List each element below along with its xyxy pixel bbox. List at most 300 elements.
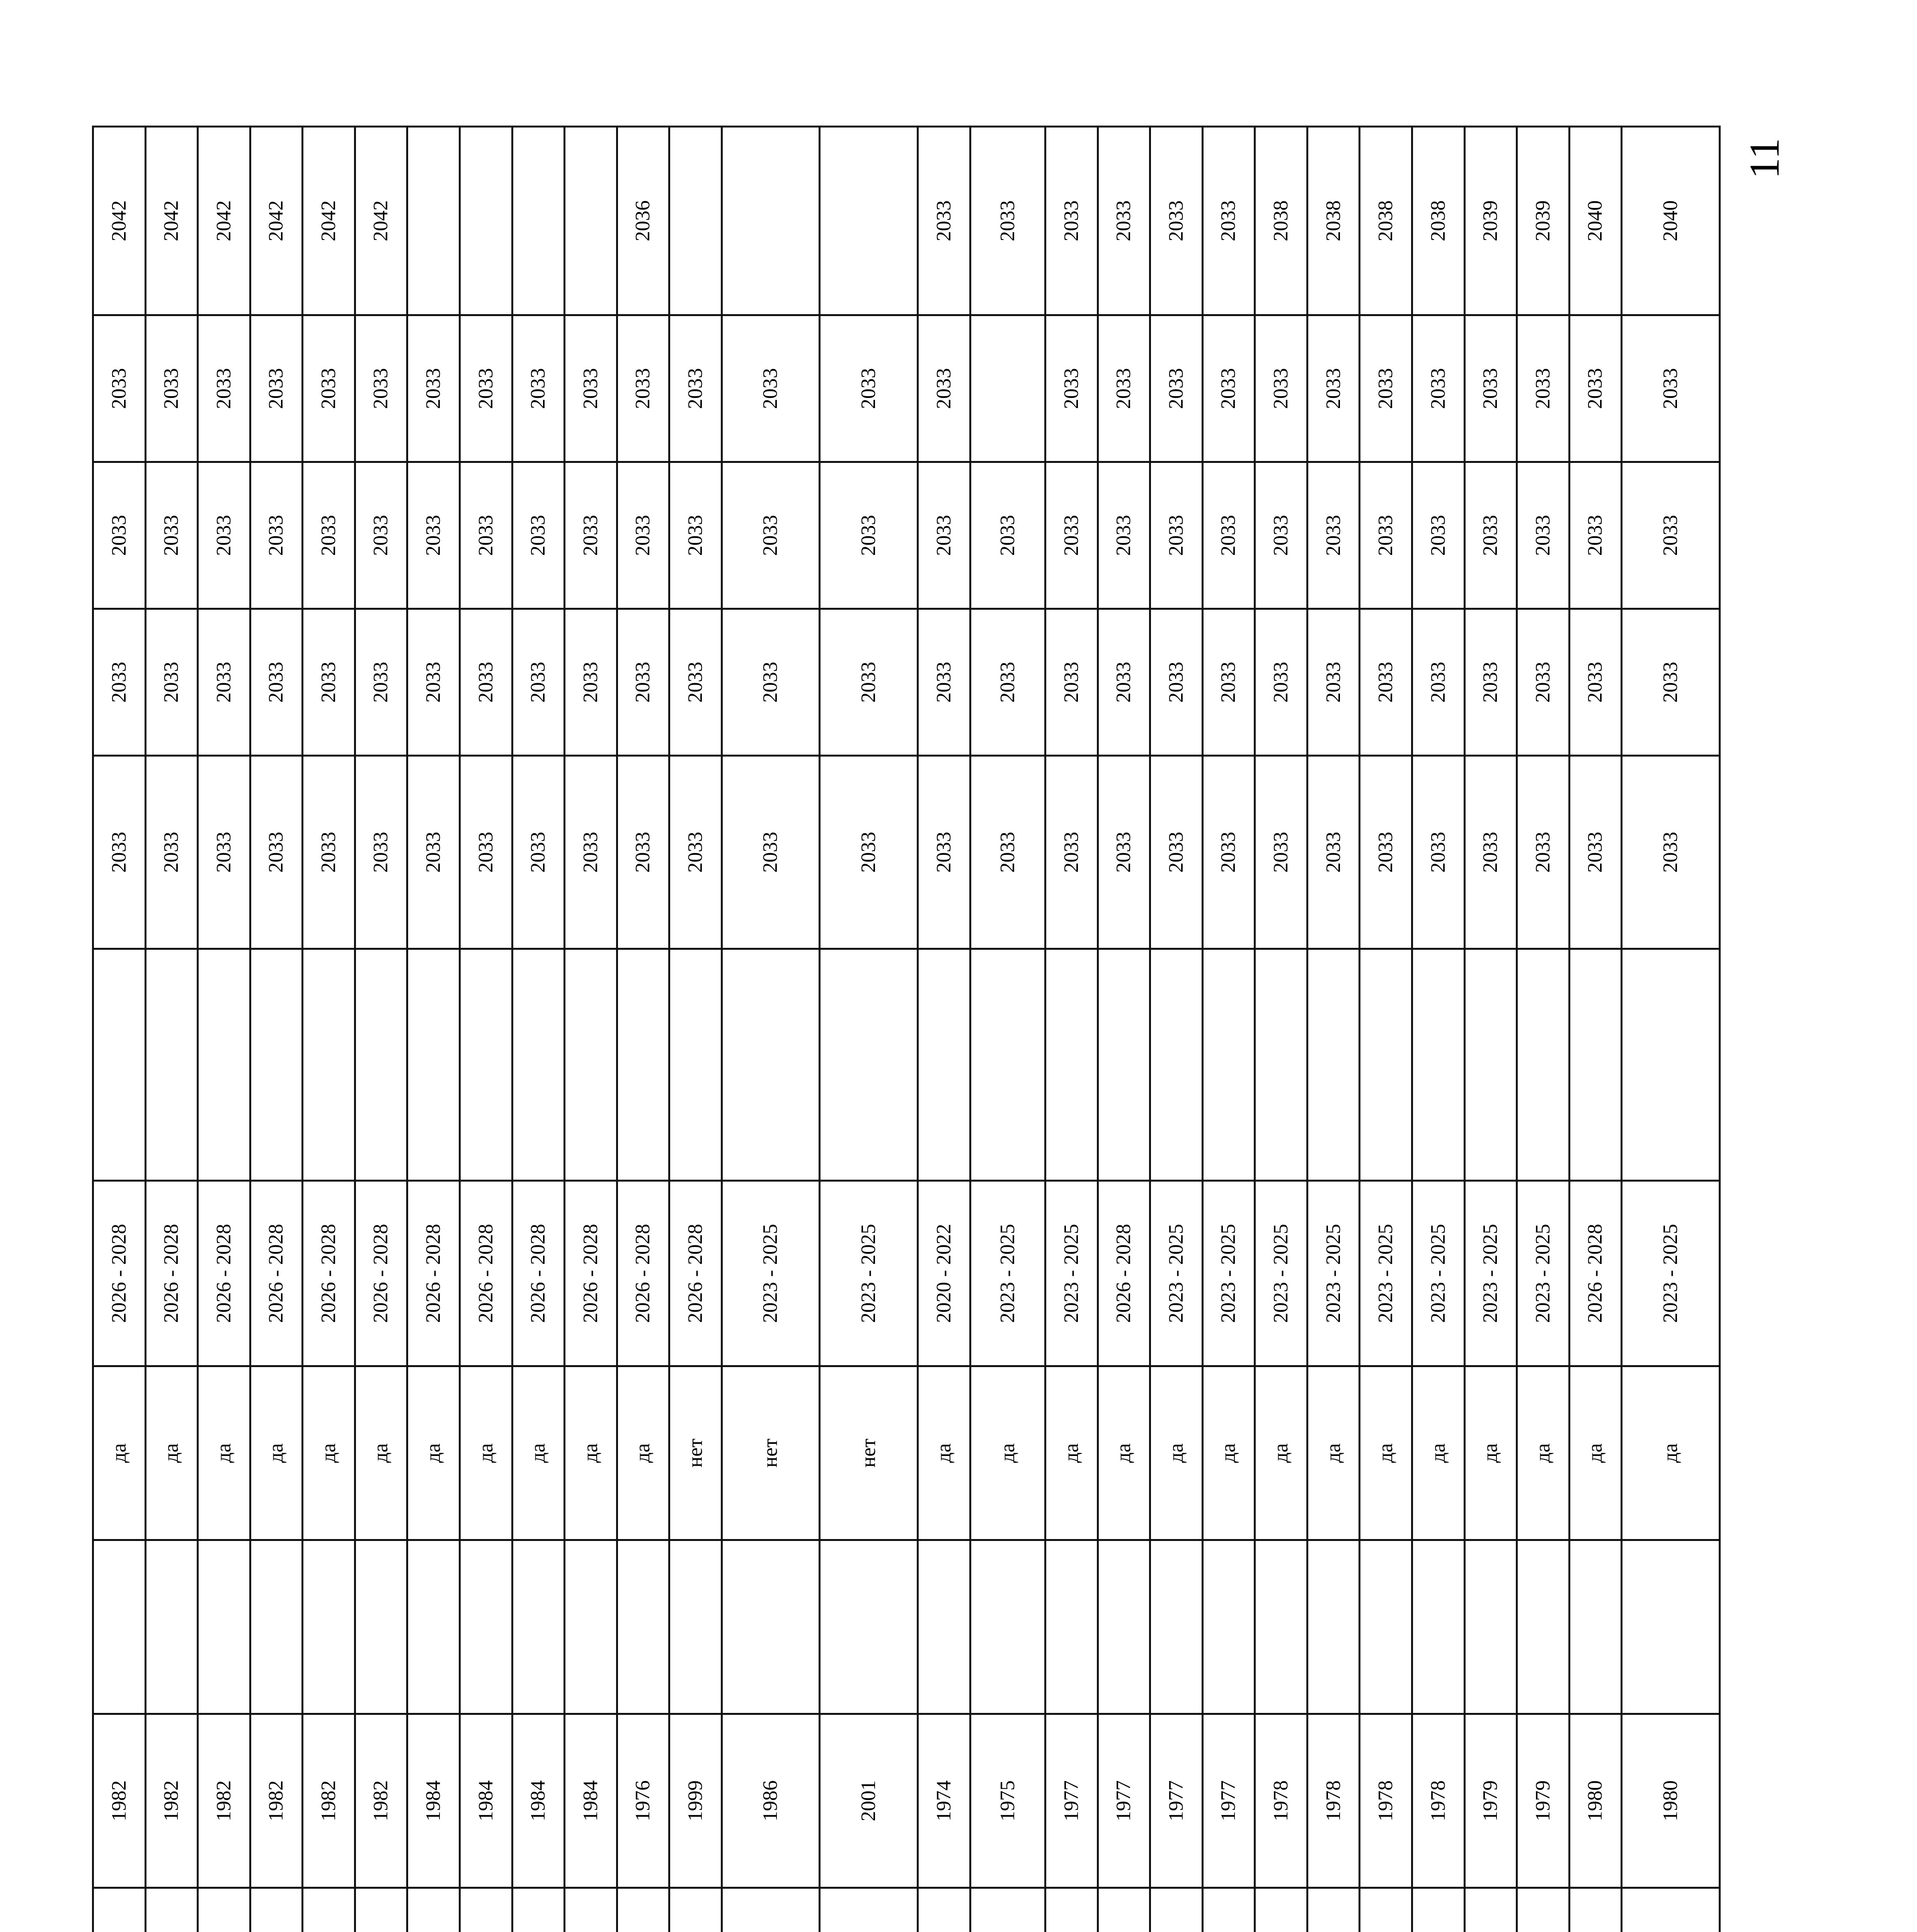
year-2-cell: 2033: [198, 609, 250, 756]
year-3-cell: 2033: [1517, 462, 1570, 609]
year-built-cell: 1978: [1360, 1714, 1412, 1888]
year-5-cell: 2033: [1150, 127, 1203, 315]
column-6-cell: [1622, 1540, 1720, 1714]
year-5-cell: 2033: [1098, 127, 1150, 315]
column-9-cell: [355, 949, 407, 1181]
area-cell: [407, 1888, 460, 1932]
year-3-cell: 2033: [1045, 462, 1098, 609]
area-cell: [722, 1888, 820, 1932]
year-3-cell: 2033: [1307, 462, 1360, 609]
flag-cell: да: [355, 1366, 407, 1540]
year-built-cell: 2001: [820, 1714, 918, 1888]
year-4-cell: 2033: [565, 315, 617, 462]
year-1-cell: 2033: [460, 756, 512, 949]
year-1-cell: 2033: [1045, 756, 1098, 949]
year-built-cell: 1982: [93, 1714, 146, 1888]
column-9-cell: [565, 949, 617, 1181]
year-4-cell: [970, 315, 1045, 462]
year-2-cell: 2033: [303, 609, 355, 756]
year-5-cell: 2036: [617, 127, 669, 315]
year-4-cell: 2033: [407, 315, 460, 462]
period-cell: 2023 - 2025: [1622, 1181, 1720, 1366]
year-built-cell: 1978: [1255, 1714, 1308, 1888]
year-3-cell: 2033: [1150, 462, 1203, 609]
flag-cell: да: [1360, 1366, 1412, 1540]
column-9-cell: [970, 949, 1045, 1181]
column-9-cell: [250, 949, 303, 1181]
year-2-cell: 2033: [1360, 609, 1412, 756]
column-6-cell: [1045, 1540, 1098, 1714]
flag-cell: да: [918, 1366, 970, 1540]
year-3-cell: 2033: [1622, 462, 1720, 609]
table-row: [250, 127, 303, 1932]
column-6-cell: [1464, 1540, 1517, 1714]
year-5-cell: [565, 127, 617, 315]
year-2-cell: 2033: [93, 609, 146, 756]
column-9-cell: [722, 949, 820, 1181]
year-3-cell: 2033: [1569, 462, 1622, 609]
period-cell: 2026 - 2028: [1098, 1181, 1150, 1366]
year-3-cell: 2033: [512, 462, 565, 609]
table-row: [820, 127, 918, 1932]
area-cell: [303, 1888, 355, 1932]
year-4-cell: 2033: [722, 315, 820, 462]
table-row: [1255, 127, 1308, 1932]
area-cell: [1202, 1888, 1255, 1932]
column-9-cell: [407, 949, 460, 1181]
column-6-cell: [722, 1540, 820, 1714]
flag-cell: да: [1569, 1366, 1622, 1540]
year-1-cell: 2033: [93, 756, 146, 949]
period-cell: 2026 - 2028: [1569, 1181, 1622, 1366]
housing-table: [92, 126, 1721, 1932]
column-9-cell: [1202, 949, 1255, 1181]
table-row: [669, 127, 722, 1932]
year-built-cell: 1984: [565, 1714, 617, 1888]
year-5-cell: 2042: [93, 127, 146, 315]
year-2-cell: 2033: [1045, 609, 1098, 756]
period-cell: 2023 - 2025: [1202, 1181, 1255, 1366]
area-cell: [1569, 1888, 1622, 1932]
column-9-cell: [1360, 949, 1412, 1181]
column-6-cell: [669, 1540, 722, 1714]
table-row: [1045, 127, 1098, 1932]
column-9-cell: [1307, 949, 1360, 1181]
year-3-cell: 2033: [669, 462, 722, 609]
area-cell: [1622, 1888, 1720, 1932]
column-6-cell: [1307, 1540, 1360, 1714]
year-3-cell: 2033: [918, 462, 970, 609]
year-4-cell: 2033: [1569, 315, 1622, 462]
year-1-cell: 2033: [617, 756, 669, 949]
year-5-cell: [460, 127, 512, 315]
year-built-cell: 1977: [1150, 1714, 1203, 1888]
flag-cell: да: [1464, 1366, 1517, 1540]
period-cell: 2026 - 2028: [93, 1181, 146, 1366]
year-3-cell: 2033: [355, 462, 407, 609]
column-9-cell: [1517, 949, 1570, 1181]
year-built-cell: 1977: [1098, 1714, 1150, 1888]
year-2-cell: 2033: [1622, 609, 1720, 756]
year-1-cell: 2033: [1307, 756, 1360, 949]
flag-cell: да: [512, 1366, 565, 1540]
year-5-cell: 2042: [303, 127, 355, 315]
year-1-cell: 2033: [1360, 756, 1412, 949]
year-built-cell: 1984: [407, 1714, 460, 1888]
year-2-cell: 2033: [145, 609, 198, 756]
area-cell: [1255, 1888, 1308, 1932]
column-6-cell: [93, 1540, 146, 1714]
column-6-cell: [1150, 1540, 1203, 1714]
column-9-cell: [669, 949, 722, 1181]
year-4-cell: 2033: [93, 315, 146, 462]
year-2-cell: 2033: [565, 609, 617, 756]
year-5-cell: [669, 127, 722, 315]
flag-cell: да: [1412, 1366, 1465, 1540]
flag-cell: да: [1045, 1366, 1098, 1540]
year-3-cell: 2033: [303, 462, 355, 609]
year-2-cell: 2033: [250, 609, 303, 756]
table-row: [1412, 127, 1465, 1932]
year-4-cell: 2033: [145, 315, 198, 462]
year-2-cell: 2033: [820, 609, 918, 756]
period-cell: 2026 - 2028: [512, 1181, 565, 1366]
table-row: [1569, 127, 1622, 1932]
area-cell: [617, 1888, 669, 1932]
year-5-cell: [407, 127, 460, 315]
year-5-cell: [512, 127, 565, 315]
year-2-cell: 2033: [1517, 609, 1570, 756]
column-6-cell: [512, 1540, 565, 1714]
area-cell: [198, 1888, 250, 1932]
column-9-cell: [145, 949, 198, 1181]
period-cell: 2023 - 2025: [970, 1181, 1045, 1366]
year-3-cell: 2033: [1412, 462, 1465, 609]
year-2-cell: 2033: [407, 609, 460, 756]
year-3-cell: 2033: [970, 462, 1045, 609]
year-2-cell: 2033: [1255, 609, 1308, 756]
column-6-cell: [407, 1540, 460, 1714]
year-2-cell: 2033: [1307, 609, 1360, 756]
area-cell: [1412, 1888, 1465, 1932]
period-cell: 2026 - 2028: [355, 1181, 407, 1366]
period-cell: 2026 - 2028: [669, 1181, 722, 1366]
year-2-cell: 2033: [1150, 609, 1203, 756]
page-number: 11: [1741, 138, 1788, 179]
year-5-cell: 2033: [1045, 127, 1098, 315]
area-cell: [820, 1888, 918, 1932]
period-cell: 2026 - 2028: [565, 1181, 617, 1366]
year-3-cell: 2033: [1255, 462, 1308, 609]
year-3-cell: 2033: [250, 462, 303, 609]
period-cell: 2023 - 2025: [1045, 1181, 1098, 1366]
year-4-cell: 2033: [1255, 315, 1308, 462]
period-cell: 2023 - 2025: [820, 1181, 918, 1366]
year-built-cell: 1977: [1045, 1714, 1098, 1888]
column-6-cell: [1569, 1540, 1622, 1714]
flag-cell: да: [250, 1366, 303, 1540]
area-cell: [1360, 1888, 1412, 1932]
year-5-cell: 2042: [145, 127, 198, 315]
year-2-cell: 2033: [1098, 609, 1150, 756]
year-1-cell: 2033: [250, 756, 303, 949]
year-4-cell: 2033: [512, 315, 565, 462]
column-9-cell: [1412, 949, 1465, 1181]
column-9-cell: [460, 949, 512, 1181]
column-6-cell: [1360, 1540, 1412, 1714]
column-6-cell: [1517, 1540, 1570, 1714]
column-9-cell: [1150, 949, 1203, 1181]
year-4-cell: 2033: [250, 315, 303, 462]
area-cell: [970, 1888, 1045, 1932]
year-3-cell: 2033: [820, 462, 918, 609]
period-cell: 2023 - 2025: [722, 1181, 820, 1366]
table-row: [1202, 127, 1255, 1932]
table-row: [145, 127, 198, 1932]
period-cell: 2026 - 2028: [198, 1181, 250, 1366]
table-row: [198, 127, 250, 1932]
table-row: [1307, 127, 1360, 1932]
column-9-cell: [198, 949, 250, 1181]
table-row: [93, 127, 146, 1932]
table-row: [970, 127, 1045, 1932]
flag-cell: да: [1150, 1366, 1203, 1540]
year-5-cell: 2039: [1464, 127, 1517, 315]
table-row: [722, 127, 820, 1932]
year-built-cell: 1984: [460, 1714, 512, 1888]
period-cell: 2026 - 2028: [460, 1181, 512, 1366]
year-4-cell: 2033: [1464, 315, 1517, 462]
year-4-cell: 2033: [1622, 315, 1720, 462]
column-6-cell: [617, 1540, 669, 1714]
year-4-cell: 2033: [617, 315, 669, 462]
area-cell: [250, 1888, 303, 1932]
column-9-cell: [1569, 949, 1622, 1181]
period-cell: 2023 - 2025: [1150, 1181, 1203, 1366]
year-1-cell: 2033: [1622, 756, 1720, 949]
document-page: [92, 128, 1721, 1932]
year-built-cell: 1982: [145, 1714, 198, 1888]
year-2-cell: 2033: [1202, 609, 1255, 756]
year-built-cell: 1982: [355, 1714, 407, 1888]
year-4-cell: 2033: [198, 315, 250, 462]
year-5-cell: [722, 127, 820, 315]
year-1-cell: 2033: [407, 756, 460, 949]
column-6-cell: [970, 1540, 1045, 1714]
year-built-cell: 1984: [512, 1714, 565, 1888]
year-1-cell: 2033: [669, 756, 722, 949]
flag-cell: нет: [669, 1366, 722, 1540]
year-2-cell: 2033: [1569, 609, 1622, 756]
year-4-cell: 2033: [669, 315, 722, 462]
column-9-cell: [820, 949, 918, 1181]
period-cell: 2023 - 2025: [1255, 1181, 1308, 1366]
year-4-cell: 2033: [1360, 315, 1412, 462]
year-built-cell: 1982: [198, 1714, 250, 1888]
flag-cell: да: [1098, 1366, 1150, 1540]
year-3-cell: 2033: [460, 462, 512, 609]
area-cell: [145, 1888, 198, 1932]
year-5-cell: 2038: [1412, 127, 1465, 315]
year-4-cell: 2033: [355, 315, 407, 462]
period-cell: 2023 - 2025: [1464, 1181, 1517, 1366]
year-built-cell: 1975: [970, 1714, 1045, 1888]
area-cell: [1464, 1888, 1517, 1932]
year-5-cell: 2040: [1622, 127, 1720, 315]
year-5-cell: 2042: [250, 127, 303, 315]
year-3-cell: 2033: [145, 462, 198, 609]
column-9-cell: [1464, 949, 1517, 1181]
flag-cell: да: [565, 1366, 617, 1540]
year-2-cell: 2033: [617, 609, 669, 756]
column-9-cell: [918, 949, 970, 1181]
area-cell: [1517, 1888, 1570, 1932]
flag-cell: да: [970, 1366, 1045, 1540]
year-5-cell: [820, 127, 918, 315]
table-row: [407, 127, 460, 1932]
year-1-cell: 2033: [1255, 756, 1308, 949]
area-cell: [512, 1888, 565, 1932]
year-3-cell: 2033: [565, 462, 617, 609]
column-6-cell: [460, 1540, 512, 1714]
year-1-cell: 2033: [303, 756, 355, 949]
table-row: [1622, 127, 1720, 1932]
table-row: [565, 127, 617, 1932]
flag-cell: да: [1517, 1366, 1570, 1540]
year-3-cell: 2033: [407, 462, 460, 609]
year-1-cell: 2033: [198, 756, 250, 949]
period-cell: 2023 - 2025: [1360, 1181, 1412, 1366]
year-built-cell: 1977: [1202, 1714, 1255, 1888]
year-4-cell: 2033: [820, 315, 918, 462]
column-9-cell: [93, 949, 146, 1181]
year-built-cell: 1978: [1412, 1714, 1465, 1888]
year-built-cell: 1986: [722, 1714, 820, 1888]
area-cell: [669, 1888, 722, 1932]
year-1-cell: 2033: [722, 756, 820, 949]
column-6-cell: [918, 1540, 970, 1714]
year-2-cell: 2033: [512, 609, 565, 756]
year-3-cell: 2033: [93, 462, 146, 609]
table-row: [512, 127, 565, 1932]
column-9-cell: [303, 949, 355, 1181]
year-1-cell: 2033: [1150, 756, 1203, 949]
year-1-cell: 2033: [1098, 756, 1150, 949]
column-6-cell: [250, 1540, 303, 1714]
year-1-cell: 2033: [512, 756, 565, 949]
area-cell: [565, 1888, 617, 1932]
table-row: [355, 127, 407, 1932]
year-2-cell: 2033: [669, 609, 722, 756]
period-cell: 2026 - 2028: [407, 1181, 460, 1366]
year-5-cell: 2039: [1517, 127, 1570, 315]
year-2-cell: 2033: [355, 609, 407, 756]
period-cell: 2026 - 2028: [145, 1181, 198, 1366]
flag-cell: нет: [820, 1366, 918, 1540]
year-built-cell: 1982: [303, 1714, 355, 1888]
year-1-cell: 2033: [970, 756, 1045, 949]
flag-cell: да: [1622, 1366, 1720, 1540]
rotated-table-wrapper: [92, 128, 1721, 1932]
table-row: [1517, 127, 1570, 1932]
year-4-cell: 2033: [918, 315, 970, 462]
period-cell: 2026 - 2028: [250, 1181, 303, 1366]
column-6-cell: [1255, 1540, 1308, 1714]
area-cell: [460, 1888, 512, 1932]
table-row: [1150, 127, 1203, 1932]
table-row: [303, 127, 355, 1932]
area-cell: [1098, 1888, 1150, 1932]
column-6-cell: [820, 1540, 918, 1714]
table-row: [918, 127, 970, 1932]
flag-cell: да: [145, 1366, 198, 1540]
year-2-cell: 2033: [918, 609, 970, 756]
year-1-cell: 2033: [145, 756, 198, 949]
column-9-cell: [1045, 949, 1098, 1181]
period-cell: 2023 - 2025: [1412, 1181, 1465, 1366]
area-cell: [918, 1888, 970, 1932]
year-4-cell: 2033: [1045, 315, 1098, 462]
year-built-cell: 1980: [1622, 1714, 1720, 1888]
flag-cell: да: [93, 1366, 146, 1540]
table-row: [617, 127, 669, 1932]
year-5-cell: 2033: [918, 127, 970, 315]
year-2-cell: 2033: [1464, 609, 1517, 756]
year-5-cell: 2033: [970, 127, 1045, 315]
column-6-cell: [565, 1540, 617, 1714]
year-1-cell: 2033: [820, 756, 918, 949]
year-1-cell: 2033: [565, 756, 617, 949]
flag-cell: да: [198, 1366, 250, 1540]
year-2-cell: 2033: [1412, 609, 1465, 756]
year-4-cell: 2033: [1412, 315, 1465, 462]
table-body: [93, 127, 1720, 1932]
year-1-cell: 2033: [918, 756, 970, 949]
column-6-cell: [1412, 1540, 1465, 1714]
year-built-cell: 1978: [1307, 1714, 1360, 1888]
year-2-cell: 2033: [722, 609, 820, 756]
year-3-cell: 2033: [198, 462, 250, 609]
year-4-cell: 2033: [1150, 315, 1203, 462]
area-cell: [1045, 1888, 1098, 1932]
column-9-cell: [512, 949, 565, 1181]
table-row: [460, 127, 512, 1932]
year-built-cell: 1999: [669, 1714, 722, 1888]
year-5-cell: 2038: [1255, 127, 1308, 315]
flag-cell: да: [617, 1366, 669, 1540]
year-4-cell: 2033: [1098, 315, 1150, 462]
period-cell: 2020 - 2022: [918, 1181, 970, 1366]
year-built-cell: 1976: [617, 1714, 669, 1888]
area-cell: [355, 1888, 407, 1932]
year-built-cell: 1979: [1517, 1714, 1570, 1888]
year-built-cell: 1979: [1464, 1714, 1517, 1888]
period-cell: 2023 - 2025: [1307, 1181, 1360, 1366]
year-3-cell: 2033: [617, 462, 669, 609]
year-2-cell: 2033: [970, 609, 1045, 756]
flag-cell: да: [1255, 1366, 1308, 1540]
year-5-cell: 2038: [1307, 127, 1360, 315]
year-built-cell: 1980: [1569, 1714, 1622, 1888]
column-6-cell: [1098, 1540, 1150, 1714]
period-cell: 2026 - 2028: [617, 1181, 669, 1366]
year-1-cell: 2033: [1517, 756, 1570, 949]
flag-cell: да: [1307, 1366, 1360, 1540]
flag-cell: да: [407, 1366, 460, 1540]
column-9-cell: [1255, 949, 1308, 1181]
column-6-cell: [1202, 1540, 1255, 1714]
year-3-cell: 2033: [1202, 462, 1255, 609]
